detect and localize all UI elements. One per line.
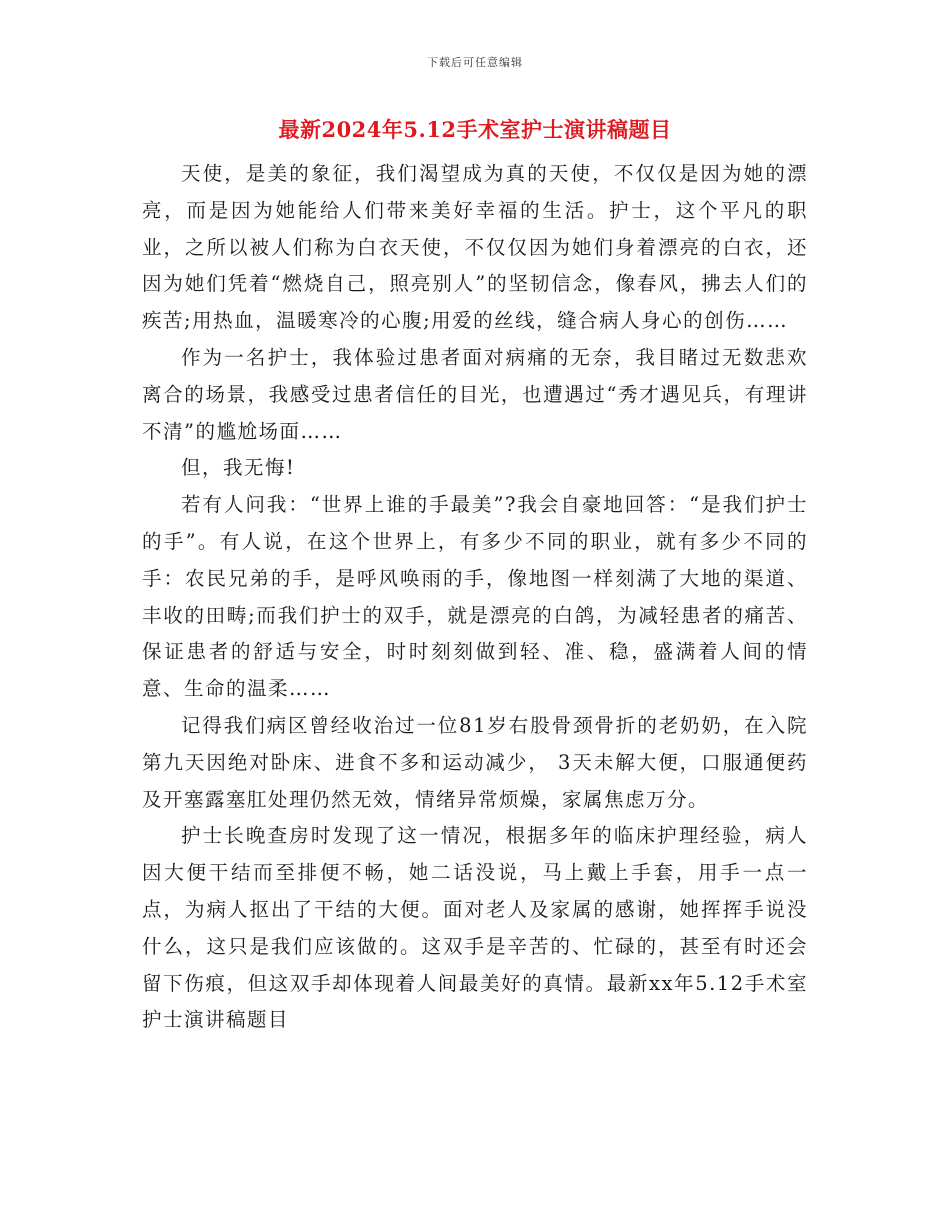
header-note: 下载后可任意编辑 — [427, 56, 523, 69]
paragraph-6: 护士长晚查房时发现了这一情况，根据多年的临床护理经验，病人因大便干结而至排便不畅，她二话没说，马上戴上手套，用手一点一点，为病人抠出了干结的大便。面对老人及家属的感谢，她挥挥手说没什么，这只是我们应该做的。这双手是辛苦的、忙碌的，甚至有时还会留下伤痕，但这双手却体现着人间最美好的真情。最新xx年5.12手术室护士演讲稿题目 — [142, 824, 808, 1032]
paragraph-1: 天使，是美的象征，我们渴望成为真的天使，不仅仅是因为她的漂亮，而是因为她能给人们带来美好幸福的生活。护士，这个平凡的职业，之所以被人们称为白衣天使，不仅仅因为她们身着漂亮的白衣，还因为她们凭着“燃烧自己，照亮别人”的坚韧信念，像春风，拂去人们的疾苦;用热血，温暖寒冷的心腹;用爱的丝线，缝合病人身心的创伤…… — [142, 162, 808, 333]
paragraph-4: 若有人问我：“世界上谁的手最美”?我会自豪地回答：“是我们护士的手”。有人说，在这个世界上，有多少不同的职业，就有多少不同的手：农民兄弟的手，是呼风唤雨的手，像地图一样刻满了大地的渠道、丰收的田畴;而我们护士的双手，就是漂亮的白鸽，为减轻患者的痛苦、保证患者的舒适与安全，时时刻刻做到轻、准、稳，盛满着人间的情意、生命的温柔…… — [142, 493, 808, 701]
paragraph-2: 作为一名护士，我体验过患者面对病痛的无奈，我目睹过无数悲欢离合的场景，我感受过患者信任的目光，也遭遇过“秀才遇见兵，有理讲不清”的尴尬场面…… — [142, 345, 808, 443]
paragraph-5: 记得我们病区曾经收治过一位81岁右股骨颈骨折的老奶奶，在入院第九天因绝对卧床、进食不多和运动减少， 3天未解大便，口服通便药及开塞露塞肛处理仍然无效，情绪异常烦燥，家属焦虑万分。 — [142, 713, 808, 811]
document-title: 最新2024年5.12手术室护士演讲稿题目 — [278, 117, 672, 142]
paragraph-3: 但，我无悔! — [181, 456, 296, 480]
document-body — [142, 156, 808, 1039]
